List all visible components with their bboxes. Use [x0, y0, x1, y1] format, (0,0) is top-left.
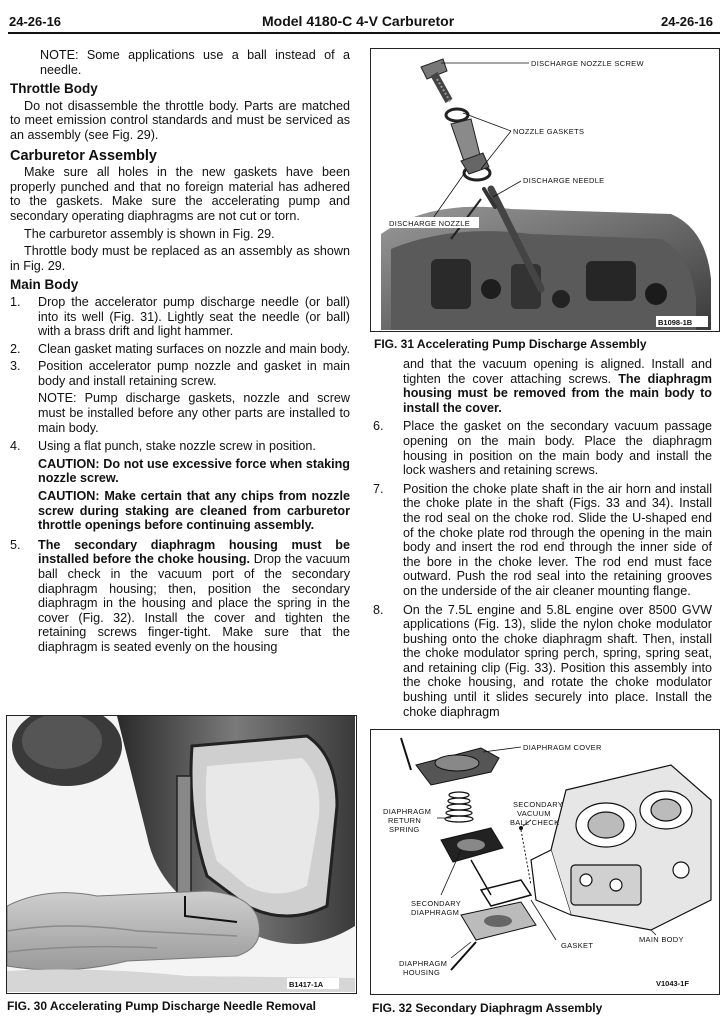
figure-32-drawing: [371, 730, 718, 993]
figure-32-image: [370, 729, 720, 995]
label-discharge-needle: DISCHARGE NEEDLE: [523, 176, 605, 185]
item-number: 1.: [10, 294, 21, 309]
continuation-plain: and that the vacuum opening is aligned. Install and tighten the cover attaching screws.: [403, 357, 712, 386]
note-ball: NOTE: Some applications use a ball instead of a needle.: [40, 48, 350, 77]
figure-32-caption: FIG. 32 Secondary Diaphragm Assembly: [372, 1001, 603, 1015]
continuation-bold: The diaphragm housing must be removed from the main body to install the cover.: [403, 371, 713, 415]
carburetor-assembly-p2: The carburetor assembly is shown in Fig. 29.: [24, 226, 275, 241]
item-text: [38, 538, 350, 655]
carburetor-assembly-heading: Carburetor Assembly: [10, 147, 157, 164]
item-text: Position the choke plate shaft in the air horn and install the choke plate in the shaft (Figs. 33 and 34). Install the rod seal on the choke rod. Slide the U-shaped end of the choke plate rod through the opening in the main body and insert the rod end through the inner side of the bore in the choke lever. The rod end must face outward. Push the rod seal into the retaining grooves on the underside of the air cleaner mounting flange.: [403, 481, 712, 598]
list-item: [10, 295, 350, 339]
item-number: 2.: [10, 341, 21, 356]
item-number: 8.: [373, 602, 384, 617]
list-item: [373, 603, 712, 720]
figure-31-code: B1098-1B: [658, 318, 693, 327]
figure-31-image: [370, 48, 720, 332]
item-bold-text: The secondary diaphragm housing must be installed before the choke housing.: [38, 537, 350, 567]
item-number: 4.: [10, 439, 21, 454]
header-rule: [8, 32, 720, 34]
right-column: [373, 357, 712, 719]
label-main-body: MAIN BODY: [639, 935, 684, 944]
list-item: [10, 342, 350, 357]
label-housing-line1: DIAPHRAGM: [399, 959, 448, 968]
item-text: On the 7.5L engine and 5.8L engine over 8500 GVW applications (Fig. 13), slide the nylon choke modulator bushing onto the choke diaphragm shaft. Then, install the choke modulator spring perch, spring, spring seat, and retaining clip (Fig. 33). Position this assembly into the choke housing, and rotate the choke modulator bushing until it slides securely into place. Install the choke diaphragm: [403, 602, 712, 719]
list-item: [373, 482, 712, 599]
page-title: Model 4180-C 4-V Carburetor: [262, 13, 455, 29]
label-secondary-diaphragm-line2: DIAPHRAGM: [411, 908, 460, 917]
carburetor-assembly-p3: Throttle body must be replaced as an assembly as shown in Fig. 29.: [10, 244, 350, 273]
label-secondary-line2: VACUUM: [517, 809, 551, 818]
figure-30-code: B1417-1A: [289, 980, 324, 989]
list-item: [10, 538, 350, 655]
label-discharge-nozzle: DISCHARGE NOZZLE: [389, 219, 471, 228]
label-gasket: GASKET: [561, 941, 594, 950]
list-item: [10, 359, 350, 388]
carburetor-assembly-p1: Make sure all holes in the new gaskets have been properly punched and that no foreign material has adhered to the gaskets. Make sure the accelerating pump and secondary operating diaphragms are not cut or torn.: [10, 165, 350, 223]
label-diaphragm-cover: DIAPHRAGM COVER: [523, 743, 602, 752]
item-number: 3.: [10, 359, 21, 374]
figure-31-caption: FIG. 31 Accelerating Pump Discharge Assembly: [374, 337, 647, 351]
caution-chips: CAUTION: Make certain that any chips from nozzle screw during staking are cleaned from carburetor throttle openings before continuing assembly.: [38, 489, 350, 533]
item-number: 7.: [373, 481, 384, 496]
left-column: [10, 48, 350, 655]
item-text: Using a flat punch, stake nozzle screw in position.: [38, 439, 316, 454]
label-secondary-line3: BALL CHECK: [510, 818, 560, 827]
throttle-body-text: Do not disassemble the throttle body. Parts are matched to meet emission control standards and must be serviced as an assembly (see Fig. 29).: [10, 98, 350, 142]
label-return-line2: RETURN: [388, 816, 422, 825]
item-plain-text: Drop the vacuum ball check in the vacuum port of the secondary diaphragm housing; then, position the secondary diaphragm in the housing and place the spring in the cover (Fig. 32). Install the cover and tighten the retaining screws finger-tight. Make sure that the diaphragm is seated evenly on the housing: [38, 552, 351, 654]
figure-32-code: V1043-1F: [656, 979, 689, 988]
item-text: Position accelerator pump nozzle and gasket in main body and install retaining screw.: [38, 359, 350, 388]
label-discharge-nozzle-screw: DISCHARGE NOZZLE SCREW: [531, 59, 644, 68]
figure-30-image: [6, 715, 357, 994]
item-text: Place the gasket on the secondary vacuum passage opening on the main body. Place the diaphragm housing in position on the main body and install the lock washers and retaining screws.: [403, 419, 712, 478]
main-body-heading: Main Body: [10, 277, 79, 293]
continuation-text: [373, 357, 712, 415]
label-housing-line2: HOUSING: [403, 968, 441, 977]
figure-30-caption: FIG. 30 Accelerating Pump Discharge Needle Removal: [7, 999, 316, 1013]
label-nozzle-gaskets: NOZZLE GASKETS: [513, 127, 585, 136]
page-number-left: 24-26-16: [9, 14, 62, 29]
item-number: 5.: [10, 537, 21, 552]
list-item: [10, 439, 350, 454]
figure-31-drawing: [371, 49, 718, 330]
item-text: Clean gasket mating surfaces on nozzle and main body.: [38, 341, 350, 356]
label-secondary-diaphragm-line1: SECONDARY: [411, 899, 462, 908]
note-gaskets: NOTE: Pump discharge gaskets, nozzle and screw must be installed before any other parts are installed to main body.: [38, 391, 350, 435]
item-number: 6.: [373, 419, 384, 434]
label-return-line3: SPRING: [389, 825, 420, 834]
item-text: Drop the accelerator pump discharge needle (or ball) into its well (Fig. 31). Lightly seat the needle (or ball) with a brass drift and light hammer.: [38, 294, 350, 339]
figure-30-drawing: [7, 716, 355, 992]
caution-force: CAUTION: Do not use excessive force when staking nozzle screw.: [38, 456, 350, 486]
list-item: [373, 419, 712, 477]
label-return-line1: DIAPHRAGM: [383, 807, 432, 816]
label-secondary-line1: SECONDARY: [513, 800, 564, 809]
page-number-right: 24-26-16: [661, 14, 714, 29]
throttle-body-heading: Throttle Body: [10, 81, 98, 97]
